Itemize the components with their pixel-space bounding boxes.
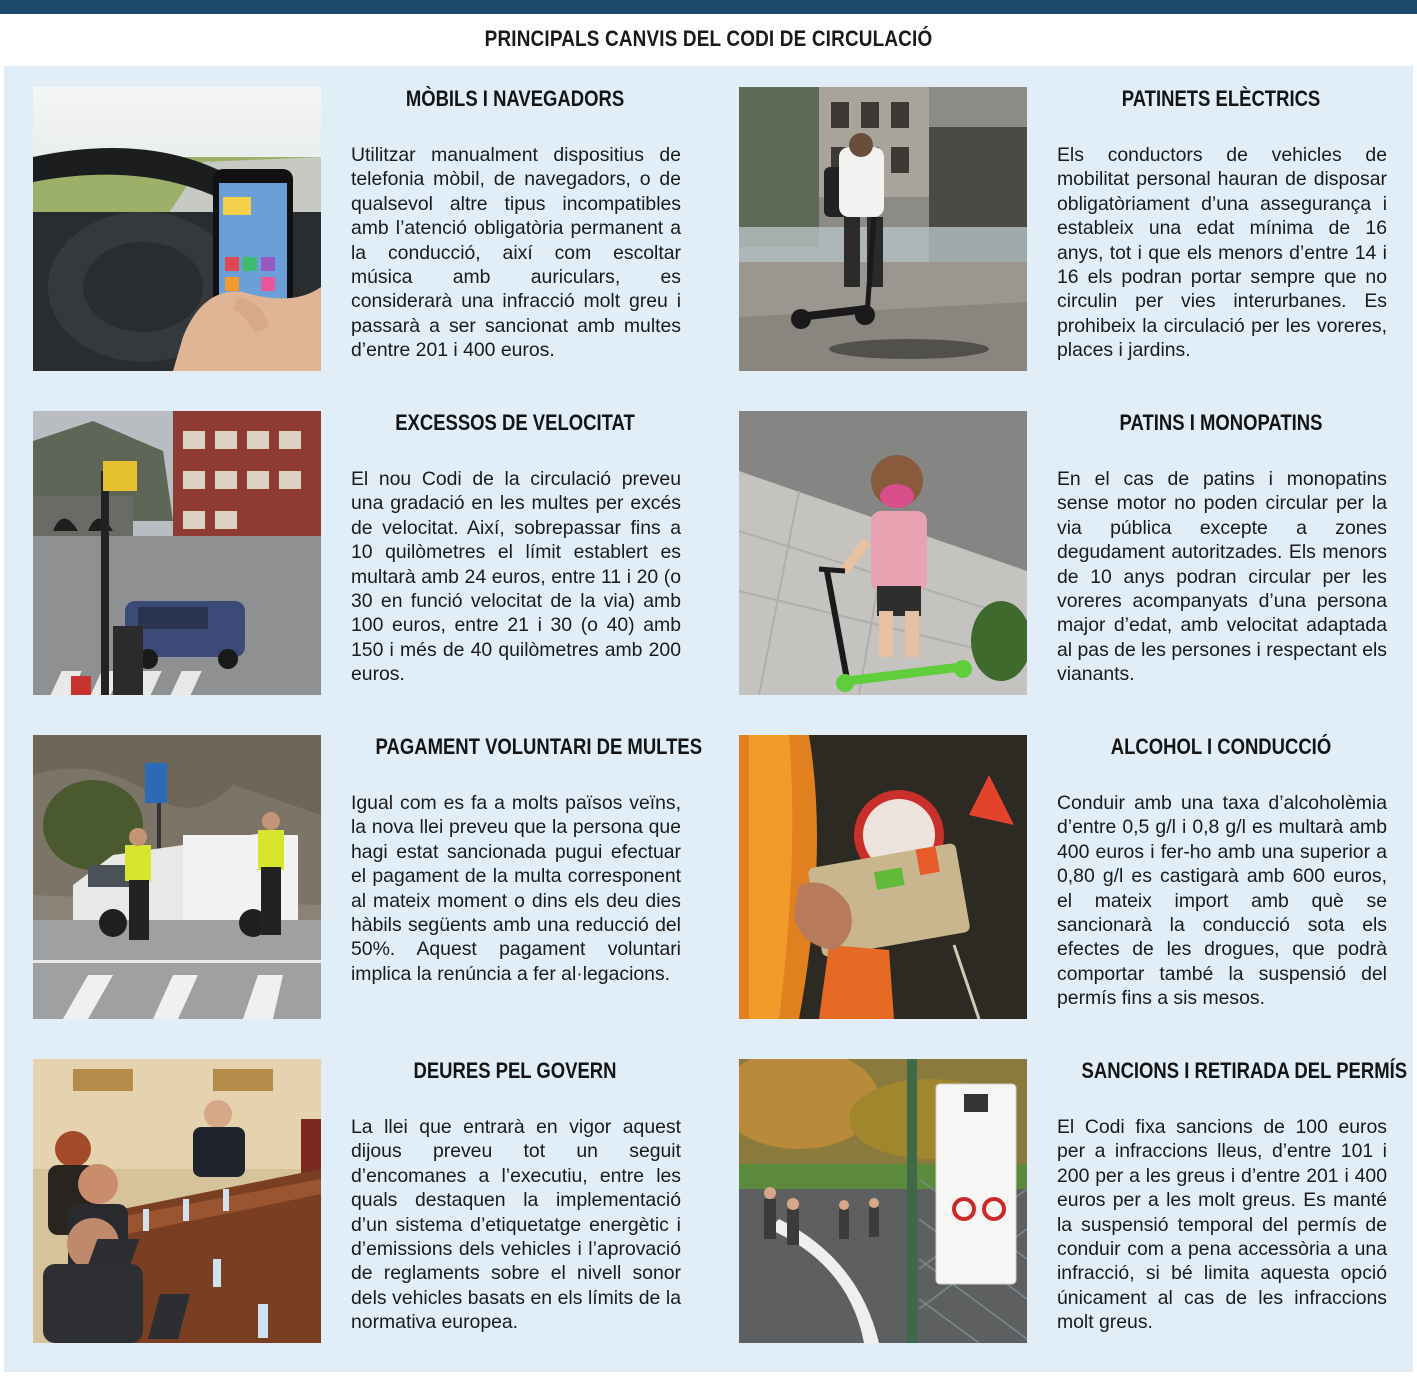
section-text: Utilitzar manualment dispositius de telefonia mòbil, de navegadors, o de qualsevol altre tipus incompatibles amb l’atenció obligatòria permanent a la conducció, així com escoltar música amb auriculars, es considerarà una infracció molt greu i passarà a ser sancionat amb multes d’entre 201 i 400 euros.: [351, 144, 681, 362]
section-text: Igual com es fa a molts països veïns, la nova llei preveu que la persona que hagi estat sancionada pugui efectuar el pagament de la multa corresponent al mateix moment o dins els deu dies hàbils següents amb una reducció del 50%. Aquest pagament voluntari implica la renúncia a fer al·legacions.: [351, 792, 681, 985]
section-text: El nou Codi de la circulació preveu una gradació en les multes per excés de velocitat. Així, sobrepassar fins a 10 quilòmetres el límit establert es multarà amb 24 euros, entre 11 i 20 (o 30 en funció velocitat de la via) amb 100 euros, entre 21 i 30 (o 40) amb 150 i més de 40 quilòmetres amb 200 euros.: [351, 468, 681, 686]
section-title: DEURES PEL GOVERN: [413, 1058, 617, 1083]
section-velocitat: [33, 411, 733, 701]
top-color-bar: [0, 0, 1417, 14]
photo-speed-radar: [33, 411, 321, 695]
photo-driving-test-area: [739, 1059, 1027, 1343]
section-text: La llei que entrarà en vigor aquest dijous preveu tot un seguit d’encomanes a l’executiu, entre les quals destaquen la implementació d’un sistema d’etiquetatge energètic i d’emissions dels vehicles i l’aprovació de reglaments sobre el nivell sonor dels vehicles basats en els límits de la normativa europea.: [351, 1116, 681, 1334]
photo-police-van: [33, 735, 321, 1019]
section-deures: [33, 1059, 733, 1349]
content-panel: [4, 66, 1413, 1372]
section-text: El Codi fixa sancions de 100 euros per a infraccions lleus, d’entre 101 i 200 per a les greus i d’entre 201 i 400 euros per a les molt greus. Es manté la suspensió temporal del permís de conduir com a pena accessòria a una infracció, si bé limita aquesta opció únicament al cas de les infraccions molt greus.: [1057, 1116, 1387, 1334]
section-title: MÒBILS I NAVEGADORS: [405, 86, 625, 111]
photo-child-scooter: [739, 411, 1027, 695]
section-title: SANCIONS I RETIRADA DEL PERMÍS: [1081, 1058, 1408, 1083]
section-text: En el cas de patins i monopatins sense motor no poden circular per la via pública excepte a zones degudament autoritzades. Els menors de 10 anys podran circular per les voreres acompanyats d’una persona major d’edat, amb velocitat adaptada al pas de les persones i respectant els vianants.: [1057, 468, 1387, 686]
section-title: PATINS I MONOPATINS: [1119, 410, 1323, 435]
section-title: EXCESSOS DE VELOCITAT: [395, 410, 635, 435]
section-title: PAGAMENT VOLUNTARI DE MULTES: [375, 734, 703, 759]
photo-electric-scooter: [739, 87, 1027, 371]
section-mobils: [33, 87, 733, 377]
section-text: Conduir amb una taxa d’alcoholèmia d’entre 0,5 g/l i 0,8 g/l es multarà amb 400 euros i fer-ho amb una superior a 0,80 g/l es castigarà amb 600 euros, el mateix import amb què se sancionarà la conducció sota els efectes de les drogues, que podrà comportar també la suspensió del permís fins a sis mesos.: [1057, 792, 1387, 1010]
photo-breathalyzer: [739, 735, 1027, 1019]
section-title: ALCOHOL I CONDUCCIÓ: [1110, 734, 1332, 759]
section-title: PATINETS ELÈCTRICS: [1121, 86, 1321, 111]
section-sancions: [739, 1059, 1417, 1349]
photo-government-meeting: [33, 1059, 321, 1343]
section-text: Els conductors de vehicles de mobilitat personal hauran de disposar obligatòriament d’una assegurança i estableix una edat mínima de 16 anys, tot i que els menors d’entre 14 i 16 els podran portar sempre que no circulin per vies interurbanes. Es prohibeix la circulació per les voreres, places i jardins.: [1057, 144, 1387, 362]
section-patinets: [739, 87, 1417, 377]
photo-phone-driving: [33, 87, 321, 371]
section-patins: [739, 411, 1417, 701]
page-title: PRINCIPALS CANVIS DEL CODI DE CIRCULACIÓ: [484, 26, 933, 51]
section-alcohol: [739, 735, 1417, 1025]
section-pagament: [33, 735, 733, 1025]
